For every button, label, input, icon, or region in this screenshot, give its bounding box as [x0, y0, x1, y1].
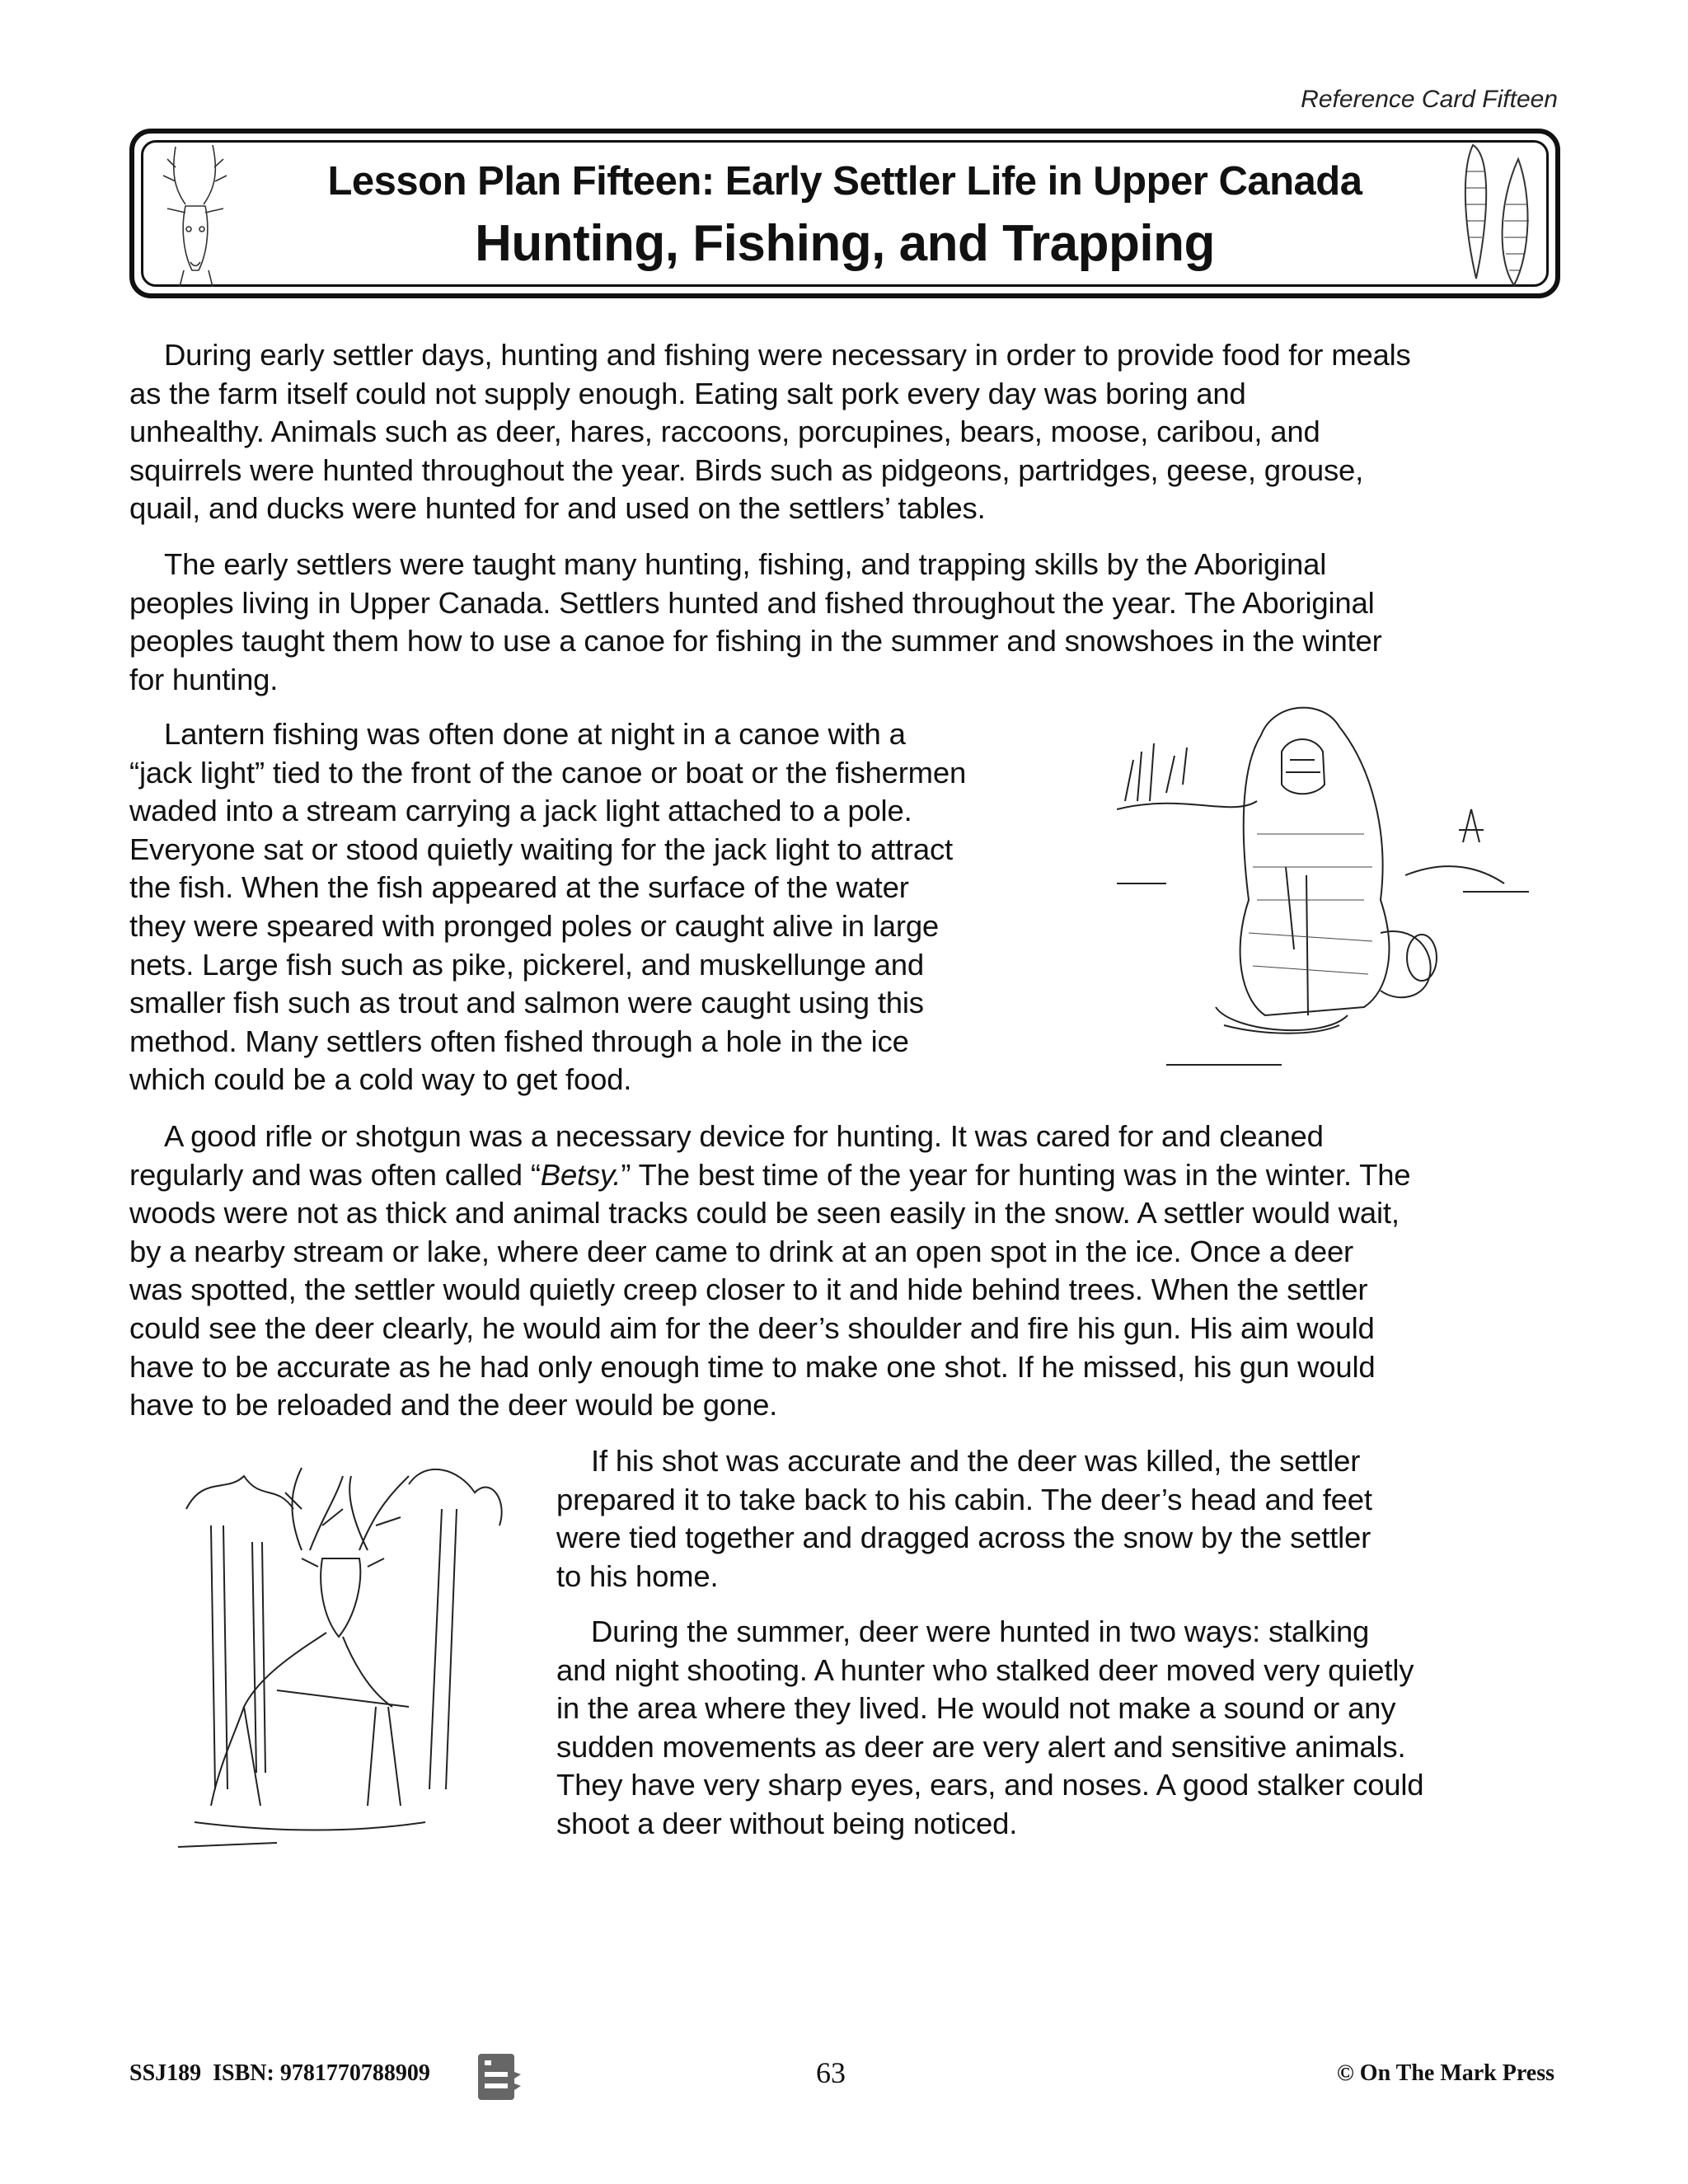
text-line: in the area where they lived. He would not make a sound or any: [556, 1691, 1396, 1726]
text-line: the fish. When the fish appeared at the surface of the water: [129, 870, 909, 905]
footer-left: [129, 2060, 430, 2087]
page-number: 63: [816, 2056, 846, 2089]
title-banner: [129, 129, 1560, 298]
snowshoes-illustration: [1440, 138, 1539, 291]
text-line: peoples living in Upper Canada. Settlers hunted and fished throughout the year. The Aboriginal: [129, 585, 1375, 620]
text-line: for hunting.: [129, 662, 279, 696]
topic-title: Hunting, Fishing, and Trapping: [475, 215, 1215, 272]
text-line: During early settler days, hunting and fishing were necessary in order to provide food for meals: [164, 338, 1411, 372]
text-line: was spotted, the settler would quietly creep closer to it and hide behind trees. When the settler: [129, 1272, 1368, 1307]
text-line: they were speared with pronged poles or caught alive in large: [129, 908, 940, 943]
text-line: have to be accurate as he had only enough time to make one shot. If he missed, his gun would: [129, 1349, 1376, 1384]
text-segment: ” The best time of the year for hunting was in the winter. The: [621, 1157, 1411, 1192]
text-line: and night shooting. A hunter who stalked deer moved very quietly: [556, 1652, 1414, 1687]
text-line: to his home.: [556, 1558, 719, 1593]
product-code: SSJ189: [129, 2060, 202, 2086]
paragraph-3: [129, 715, 966, 1099]
paragraph-1: [129, 336, 1411, 528]
text-line: could see the deer clearly, he would aim for the deer’s shoulder and fire his gun. His aim would: [129, 1310, 1375, 1345]
text-line: waded into a stream carrying a jack light attached to a pole.: [129, 794, 912, 828]
text-line: unhealthy. Animals such as deer, hares, raccoons, porcupines, bears, moose, caribou, and: [129, 415, 1320, 449]
text-line: Everyone sat or stood quietly waiting for the jack light to attract: [129, 832, 953, 866]
isbn: ISBN: 9781770788909: [213, 2060, 430, 2086]
publisher: © On The Mark Press: [1336, 2060, 1554, 2086]
text-line: If his shot was accurate and the deer was killed, the settler: [591, 1444, 1361, 1478]
ice-fishing-illustration: [1117, 702, 1529, 1081]
text-line: squirrels were hunted throughout the year. Birds such as pidgeons, partridges, geese, grouse,: [129, 452, 1364, 487]
text-line: woods were not as thick and animal tracks could be seen easily in the snow. A settler would wait,: [129, 1196, 1400, 1230]
text-line: have to be reloaded and the deer would be gone.: [129, 1388, 778, 1422]
paragraph-4: [129, 1118, 1410, 1425]
paragraph-6: [556, 1613, 1423, 1844]
document-icon: [476, 2052, 523, 2102]
text-segment: regularly and was often called “: [129, 1157, 541, 1192]
text-line: smaller fish such as trout and salmon were caught using this: [129, 986, 924, 1020]
text-line: were tied together and dragged across the snow by the settler: [556, 1521, 1372, 1555]
text-line: as the farm itself could not supply enough. Eating salt pork every day was boring and: [129, 376, 1246, 410]
paragraph-2: [129, 546, 1382, 699]
text-line: [129, 1156, 1410, 1195]
text-line: A good rifle or shotgun was a necessary device for hunting. It was cared for and cleaned: [164, 1119, 1324, 1153]
reference-card-label: Reference Card Fifteen: [1301, 86, 1558, 113]
lesson-title: Lesson Plan Fifteen: Early Settler Life in Upper Canada: [327, 159, 1362, 204]
text-line: sudden movements as deer are very alert and sensitive animals.: [556, 1729, 1406, 1764]
text-line: During the summer, deer were hunted in two ways: stalking: [591, 1615, 1370, 1648]
text-line: which could be a cold way to get food.: [129, 1062, 632, 1097]
deer-in-forest-illustration: [178, 1460, 516, 1863]
text-line: method. Many settlers often fished through a hole in the ice: [129, 1024, 909, 1058]
text-line: quail, and ducks were hunted for and used on the settlers’ tables.: [129, 491, 986, 526]
text-line: prepared it to take back to his cabin. The deer’s head and feet: [556, 1482, 1372, 1516]
paragraph-5: [556, 1442, 1372, 1596]
text-line: peoples taught them how to use a canoe for fishing in the summer and snowshoes in the winter: [129, 624, 1382, 658]
text-line: The early settlers were taught many hunting, fishing, and trapping skills by the Aboriginal: [164, 547, 1327, 581]
text-line: shoot a deer without being noticed.: [556, 1806, 1018, 1840]
text-line: nets. Large fish such as pike, pickerel, and muskellunge and: [129, 947, 924, 982]
italic-text: Betsy.: [540, 1157, 621, 1192]
text-line: They have very sharp eyes, ears, and noses. A good stalker could: [556, 1768, 1424, 1802]
text-line: by a nearby stream or lake, where deer came to drink at an open spot in the ice. Once a deer: [129, 1234, 1354, 1268]
text-line: Lantern fishing was often done at night in a canoe with a: [164, 717, 906, 751]
text-line: “jack light” tied to the front of the canoe or boat or the fishermen: [129, 755, 967, 790]
